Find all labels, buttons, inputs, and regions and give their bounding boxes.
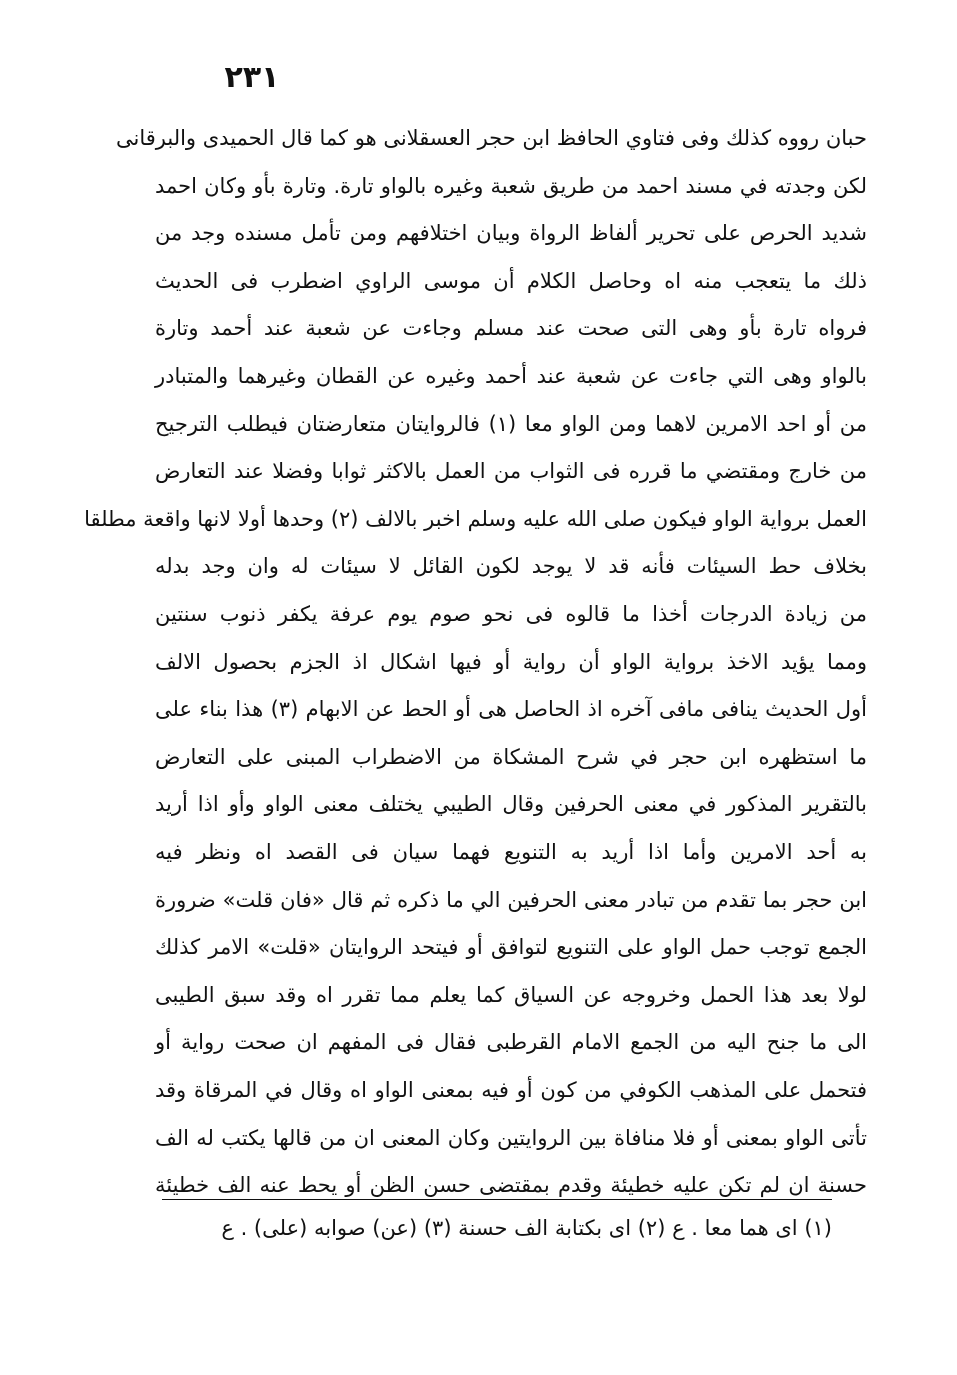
text-line: الى ما جنح اليه من الجمع الامام القرطبى فقال فى المفهم ان صحت رواية أو <box>155 1030 867 1054</box>
page-number: ٢٣١ <box>224 60 280 95</box>
text-line: العمل برواية الواو فيكون صلى الله عليه وسلم اخبر بالالف (٢) وحدها أولا لانها واقعة مطلقا <box>84 507 867 531</box>
text-line: من أو احد الامرين لاهما ومن الواو معا (١) فالروايتان متعارضتان فيطلب الترجيح <box>155 412 867 436</box>
text-line: به أحد الامرين وأما اذا أريد به التنويع فهما سيان فى القصد اه ونظر فيه <box>155 840 867 864</box>
text-line: شديد الحرص على تحرير ألفاظ الرواة وبيان اختلافهم ومن تأمل مسنده وجد من <box>155 221 867 245</box>
text-line: بالواو وهى التي جاءت عن شعبة عند أحمد وغيره عن القطان وغيرهما والمتبادر <box>155 364 867 388</box>
text-line: الجمع توجب حمل الواو على التنويع لتوافق أو فيتحد الروايتان «قلت» الامر كذلك <box>155 935 867 959</box>
text-line: لكن وجدته في مسند احمد من طريق شعبة وغيره بالواو تارة. وتارة بأو وكان احمد <box>155 174 867 198</box>
text-line: حسنة ان لم تكن عليه خطيئة وقدم بمقتضى حسن الظن أو يحط عنه الف خطيئة <box>155 1173 867 1197</box>
text-line: أول الحديث ينافى مافى آخره اذ الحاصل هى أو الحط عن الابهام (٣) هذا بناء على <box>155 697 867 721</box>
footnote-separator <box>162 1199 832 1200</box>
text-line: ابن حجر بما تقدم من تبادر معنى الحرفين الي ما ذكره ثم قال «فان قلت» ضرورة <box>155 888 867 912</box>
text-line: فتحمل على المذهب الكوفي من كون أو فيه بمعنى الواو اه وقال في المرقاة وقد <box>155 1078 867 1102</box>
text-line: ذلك ما يتعجب منه اه وحاصل الكلام أن موسى الراوي اضطرب فى الحديث <box>155 269 867 293</box>
text-line: حبان رووه كذلك وفى فتاوي الحافظ ابن حجر العسقلانى هو كما قال الحميدى والبرقانى <box>115 126 867 150</box>
text-line: بالتقرير المذكور في معنى الحرفين وقال الطيبي يختلف معنى الواو وأو اذا أريد <box>155 792 867 816</box>
text-line: بخلاف حط السيئات فأنه قد لا يوجد لكون القائل لا سيئات له وان وجد بدله <box>155 554 867 578</box>
text-line: من خارج ومقتضي ما قرره فى الثواب من العمل بالاكثر ثوابا وفضلا عند التعارض <box>155 459 867 483</box>
text-line: من زيادة الدرجات أخذا ما قالوه فى نحو صوم يوم عرفة يكفر ذنوب سنتين <box>155 602 867 626</box>
text-line: تأتى الواو بمعنى أو فلا منافاة بين الروايتين وكان المعنى ان من قالها يكتب له الف <box>155 1126 867 1150</box>
text-line: لولا بعد هذا الحمل وخروجه عن السياق كما يعلم مما تقرر اه وقد سبق الطيبى <box>155 983 867 1007</box>
text-line: فرواه تارة بأو وهى التى صحت عند مسلم وجاءت عن شعبة عند أحمد وتارة <box>155 316 867 340</box>
text-line: ومما يؤيد الاخذ برواية الواو أن رواية أو فيها اشكال اذ الجزم بحصول الالف <box>155 650 867 674</box>
footnote: (١) اى هما معا . ع (٢) اى بكتابة الف حسنة (٣) (عن) صوابه (على) . ع <box>221 1216 832 1240</box>
text-line: ما استظهره ابن حجر في شرح المشكاة من الاضطراب المبنى على التعارض <box>155 745 867 769</box>
